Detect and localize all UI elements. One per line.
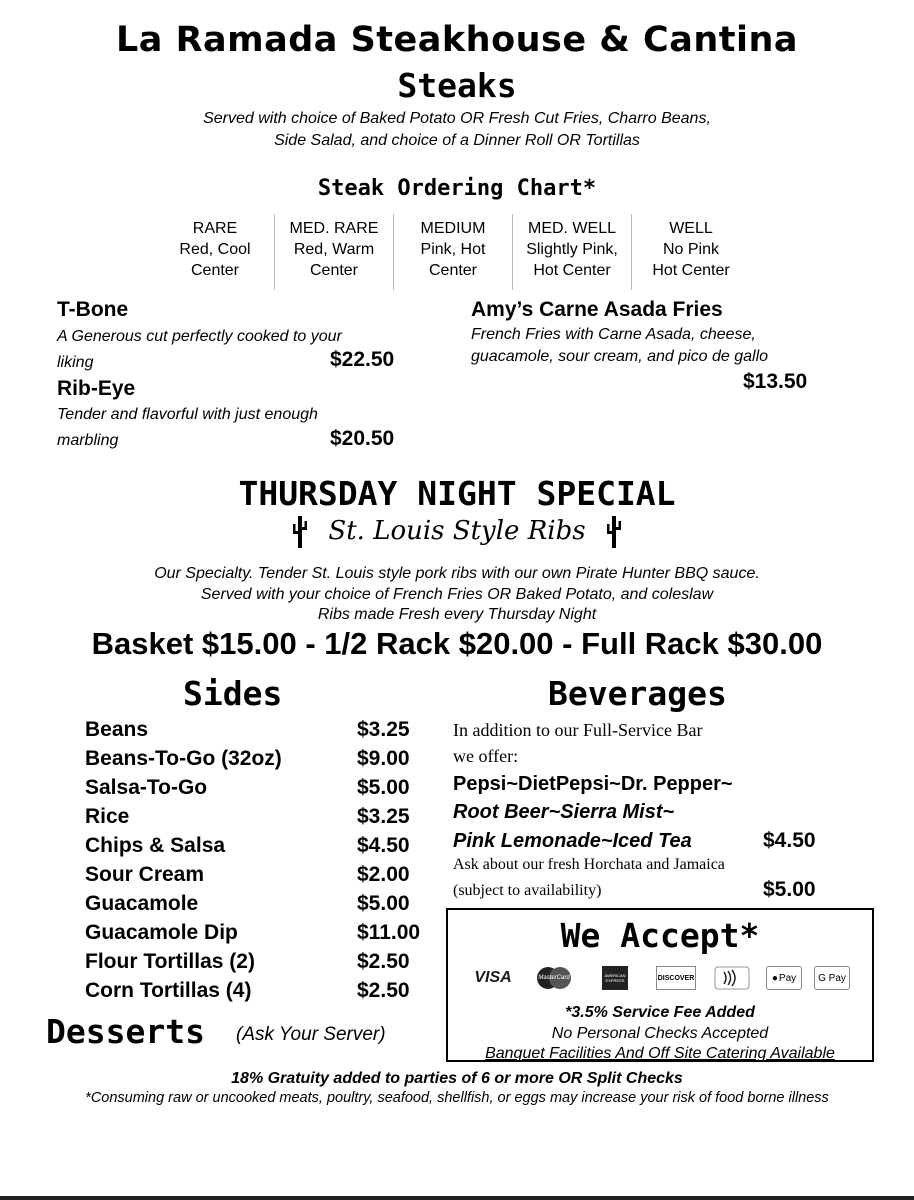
item-carne-asada-fries-price: $13.50 xyxy=(743,370,808,393)
side-item-name: Sour Cream xyxy=(85,863,205,886)
chart-column-line2: Hot Center xyxy=(652,262,730,279)
no-checks-note: No Personal Checks Accepted xyxy=(551,1025,769,1042)
ribs-description-line3: Ribs made Fresh every Thursday Night xyxy=(317,606,597,623)
ribs-description-line1: Our Specialty. Tender St. Louis style pork ribs with our own Pirate Hunter BBQ sauce. xyxy=(154,565,760,582)
side-item xyxy=(85,950,420,979)
item-carne-asada-fries-description xyxy=(471,324,871,368)
side-item-name: Guacamole Dip xyxy=(85,921,238,944)
visa-icon xyxy=(468,966,518,990)
chart-column-name: MEDIUM xyxy=(420,220,486,237)
side-item-price: $5.00 xyxy=(357,776,410,799)
visa-label: VISA xyxy=(474,969,512,986)
sides-heading: Sides xyxy=(183,674,283,713)
chart-column-line2: Center xyxy=(428,262,478,279)
side-item-price: $9.00 xyxy=(357,747,410,770)
side-item-name: Flour Tortillas (2) xyxy=(85,950,255,973)
google-pay-icon xyxy=(814,966,850,990)
side-item xyxy=(85,921,420,950)
beverages-sodas-line3: Pink Lemonade~Iced Tea xyxy=(453,830,692,852)
beverages-fresh-line2: (subject to availability) xyxy=(453,882,602,899)
mastercard-label: MasterCard xyxy=(538,975,570,981)
side-item-name: Salsa-To-Go xyxy=(85,776,208,799)
chart-column-line1: Red, Cool xyxy=(179,241,251,258)
thursday-special-heading: THURSDAY NIGHT SPECIAL xyxy=(238,474,676,513)
we-accept-heading: We Accept* xyxy=(560,916,760,955)
contactless-icon xyxy=(714,966,750,990)
item-description-line1: French Fries with Carne Asada, cheese, xyxy=(471,326,756,343)
apple-icon: ● xyxy=(771,972,778,984)
beverages-intro-line1: In addition to our Full-Service Bar xyxy=(453,720,703,740)
steaks-heading: Steaks xyxy=(397,66,517,105)
item-description-line2: guacamole, sour cream, and pico de gallo xyxy=(471,348,769,365)
desserts-note: (Ask Your Server) xyxy=(236,1024,386,1045)
chart-column-name: WELL xyxy=(669,220,713,237)
google-pay-label: G Pay xyxy=(818,972,846,984)
side-item xyxy=(85,892,420,921)
steaks-description-line2: Side Salad, and choice of a Dinner Roll OR Tortillas xyxy=(274,132,640,149)
item-carne-asada-fries-name: Amy’s Carne Asada Fries xyxy=(471,298,723,321)
beverages-sodas-line2: Root Beer~Sierra Mist~ xyxy=(453,801,675,823)
mastercard-icon xyxy=(532,966,576,990)
item-description-line2: liking xyxy=(57,354,94,371)
chart-column-name: MED. RARE xyxy=(289,220,379,237)
side-item-price: $2.00 xyxy=(357,863,410,886)
ribs-prices: Basket $15.00 - 1/2 Rack $20.00 - Full Rack $30.00 xyxy=(91,626,823,661)
desserts-heading: Desserts xyxy=(46,1012,205,1051)
chart-column-line2: Center xyxy=(190,262,240,279)
cactus-icon xyxy=(290,514,310,555)
side-item-price: $2.50 xyxy=(357,979,410,1002)
bottom-border xyxy=(0,1196,914,1200)
chart-column-name: RARE xyxy=(192,220,238,237)
amex-label: AMERICAN EXPRESS xyxy=(604,973,626,983)
item-description-line1: Tender and flavorful with just enough xyxy=(57,406,318,423)
item-ribeye-name: Rib-Eye xyxy=(57,377,136,400)
chart-column-line1: Pink, Hot xyxy=(420,241,486,258)
steak-chart-title: Steak Ordering Chart* xyxy=(317,176,597,201)
chart-column-name: MED. WELL xyxy=(527,220,616,237)
side-item-name: Guacamole xyxy=(85,892,199,915)
side-item-name: Rice xyxy=(85,805,130,828)
steaks-description xyxy=(0,108,914,152)
side-item-price: $5.00 xyxy=(357,892,410,915)
consumption-warning: *Consuming raw or uncooked meats, poultry, seafood, shellfish, or eggs may increase your risk of food borne illness xyxy=(85,1090,829,1106)
chart-column-med-well xyxy=(513,218,631,290)
side-item-price: $11.00 xyxy=(357,921,421,944)
steaks-description-line1: Served with choice of Baked Potato OR Fresh Cut Fries, Charro Beans, xyxy=(203,110,711,127)
discover-icon xyxy=(656,966,696,990)
service-fee-note: *3.5% Service Fee Added xyxy=(565,1004,755,1021)
side-item xyxy=(85,718,420,747)
beverages-intro-line2: we offer: xyxy=(453,746,519,766)
chart-column-line1: Slightly Pink, xyxy=(526,241,618,258)
amex-icon xyxy=(602,966,628,990)
side-item-name: Corn Tortillas (4) xyxy=(85,979,252,1002)
chart-column-well xyxy=(632,218,750,290)
beverages-sodas-line1: Pepsi~DietPepsi~Dr. Pepper~ xyxy=(453,773,733,795)
item-ribeye-price: $20.50 xyxy=(330,427,395,450)
side-item-price: $3.25 xyxy=(357,805,410,828)
gratuity-note: 18% Gratuity added to parties of 6 or more OR Split Checks xyxy=(231,1070,683,1087)
chart-column-rare xyxy=(156,218,274,290)
ribs-title: St. Louis Style Ribs xyxy=(328,515,586,546)
apple-pay-label: Pay xyxy=(778,972,797,984)
side-item xyxy=(85,863,420,892)
side-item xyxy=(85,805,420,834)
side-item xyxy=(85,979,420,1008)
chart-column-line2: Center xyxy=(309,262,359,279)
ribs-title-line xyxy=(0,514,914,560)
beverages-fresh-line1: Ask about our fresh Horchata and Jamaica xyxy=(453,856,725,873)
chart-column-med-rare xyxy=(275,218,393,290)
ribs-description xyxy=(0,564,914,626)
ribs-description-line2: Served with your choice of French Fries OR Baked Potato, and coleslaw xyxy=(200,585,714,603)
item-description-line2: marbling xyxy=(57,432,119,449)
restaurant-title: La Ramada Steakhouse & Cantina xyxy=(115,20,799,60)
beverages-heading: Beverages xyxy=(548,674,727,713)
side-item xyxy=(85,776,420,805)
item-description-line1: A Generous cut perfectly cooked to your xyxy=(57,328,342,345)
side-item xyxy=(85,747,420,776)
payment-box xyxy=(446,908,874,1062)
chart-column-line2: Hot Center xyxy=(533,262,611,279)
chart-column-line1: No Pink xyxy=(662,241,720,258)
discover-label: DISCOVER xyxy=(657,974,695,982)
side-item xyxy=(85,834,420,863)
item-tbone-name: T-Bone xyxy=(57,298,129,321)
item-tbone-price: $22.50 xyxy=(330,348,395,371)
side-item-price: $2.50 xyxy=(357,950,410,973)
side-item-name: Beans-To-Go (32oz) xyxy=(85,747,282,770)
beverages-fresh-price: $5.00 xyxy=(763,878,816,901)
chart-column-medium xyxy=(394,218,512,290)
chart-column-line1: Red, Warm xyxy=(293,241,375,258)
side-item-name: Chips & Salsa xyxy=(85,834,226,857)
side-item-name: Beans xyxy=(85,718,149,741)
cactus-icon xyxy=(604,514,624,555)
apple-pay-icon xyxy=(766,966,802,990)
side-item-price: $4.50 xyxy=(357,834,410,857)
banquet-catering-note: Banquet Facilities And Off Site Catering Available xyxy=(485,1045,835,1062)
beverages-sodas-price: $4.50 xyxy=(763,829,816,852)
side-item-price: $3.25 xyxy=(357,718,410,741)
